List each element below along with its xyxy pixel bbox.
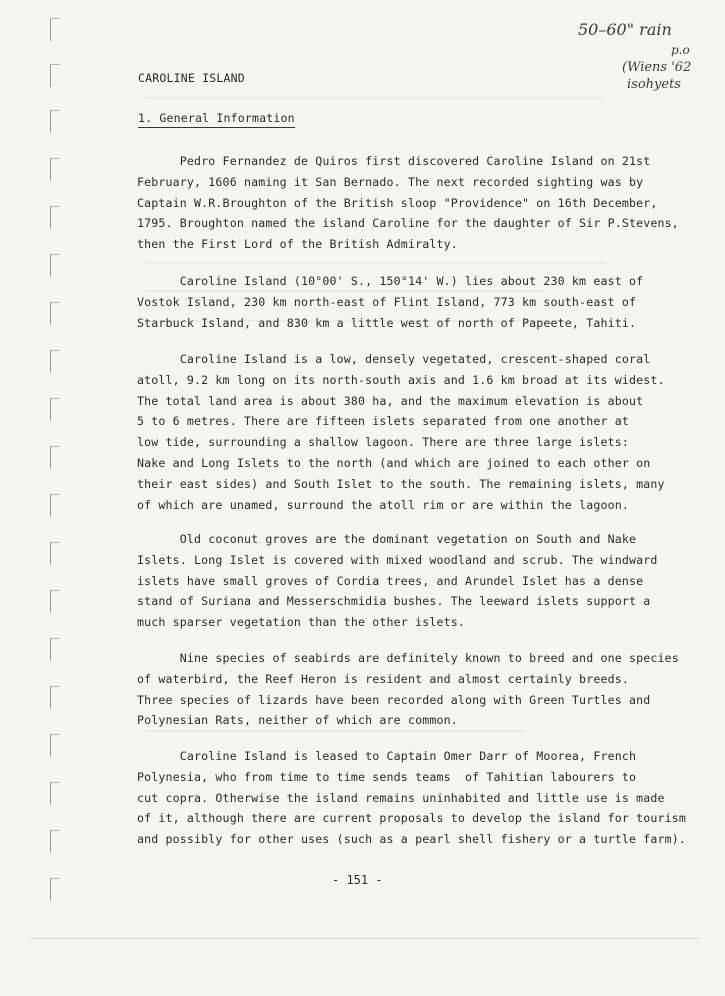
document-title: CAROLINE ISLAND bbox=[138, 71, 245, 85]
paragraph-vegetation: Old coconut groves are the dominant vegetation on South and Nake Islets. Long Islet is covered with mixed woodland and scrub. The windward islets have small groves of Cordia trees, and Arundel Islet has a dense stand of Suriana and Messerschmidia bushes. The leeward islets support a much sparser vegetation than the other islets. bbox=[137, 532, 658, 630]
section-heading-text: 1. General Information bbox=[138, 111, 295, 128]
page-bottom-edge bbox=[30, 938, 700, 939]
binder-hole bbox=[50, 494, 60, 517]
binder-hole bbox=[50, 158, 60, 181]
paragraph-fauna: Nine species of seabirds are definitely known to breed and one species of waterbird, the Reef Heron is resident and almost certainly breeds. Three species of lizards have been recorded along with Green Turtles and Polynesian Rats, neither of which are common. bbox=[137, 651, 679, 728]
binder-hole bbox=[50, 638, 60, 661]
handwritten-rain-note: 50–60" rain bbox=[578, 20, 672, 39]
paragraph-discovery: Pedro Fernandez de Quiros first discovered Caroline Island on 21st February, 1606 naming it San Bernado. The next recorded sighting was by Captain W.R.Broughton of the British sloop "Providence" on 16th December, 1795. Broughton named the island Caroline for the daughter of Sir P.Stevens, then the First Lord of the British Admiralty. bbox=[137, 154, 679, 252]
binder-hole bbox=[50, 830, 60, 853]
binder-hole bbox=[50, 18, 60, 41]
page-number: - 151 - bbox=[332, 873, 383, 887]
paragraph-geography: Caroline Island is a low, densely vegetated, crescent-shaped coral atoll, 9.2 km long on its north-south axis and 1.6 km broad at its widest. The total land area is about 380 ha, and the maximum elevation is about 5 to 6 metres. There are fifteen islets separated from one another at low tide, surrounding a shallow lagoon. There are three large islets: Nake and Long Islets to the north (and which are joined to each other on their east sides) and South Islet to the south. The remaining islets, many of which are unamed, surround the atoll rim or are within the lagoon. bbox=[137, 352, 665, 512]
binder-hole bbox=[50, 590, 60, 613]
binder-hole bbox=[50, 734, 60, 757]
binder-hole bbox=[50, 350, 60, 373]
binder-hole bbox=[50, 878, 60, 901]
binder-hole bbox=[50, 206, 60, 229]
paragraph-location: Caroline Island (10°00' S., 150°14' W.) lies about 230 km east of Vostok Island, 230 km north-east of Flint Island, 773 km south-east of Starbuck Island, and 830 km a little west of north of Papeete, Tahiti. bbox=[137, 274, 644, 330]
handwritten-note-po: p.o bbox=[671, 43, 690, 57]
binder-hole bbox=[50, 110, 60, 133]
handwritten-note-citation: (Wiens '62 bbox=[622, 60, 692, 75]
binder-hole bbox=[50, 686, 60, 709]
binder-hole bbox=[50, 782, 60, 805]
handwritten-note-isohyets: isohyets bbox=[627, 77, 681, 92]
binder-hole bbox=[50, 64, 60, 87]
binder-hole bbox=[50, 542, 60, 565]
binder-hole bbox=[50, 254, 60, 277]
binder-hole bbox=[50, 302, 60, 325]
binder-hole bbox=[50, 446, 60, 469]
section-heading bbox=[138, 111, 295, 125]
binder-hole bbox=[50, 398, 60, 421]
paragraph-land-use: Caroline Island is leased to Captain Omer Darr of Moorea, French Polynesia, who from time to time sends teams of Tahitian labourers to cut copra. Otherwise the island remains uninhabited and little use is made of it, although there are current proposals to develop the island for tourism and possibly for other uses (such as a pearl shell fishery or a turtle farm). bbox=[137, 749, 687, 847]
binder-hole-strip bbox=[44, 0, 64, 996]
